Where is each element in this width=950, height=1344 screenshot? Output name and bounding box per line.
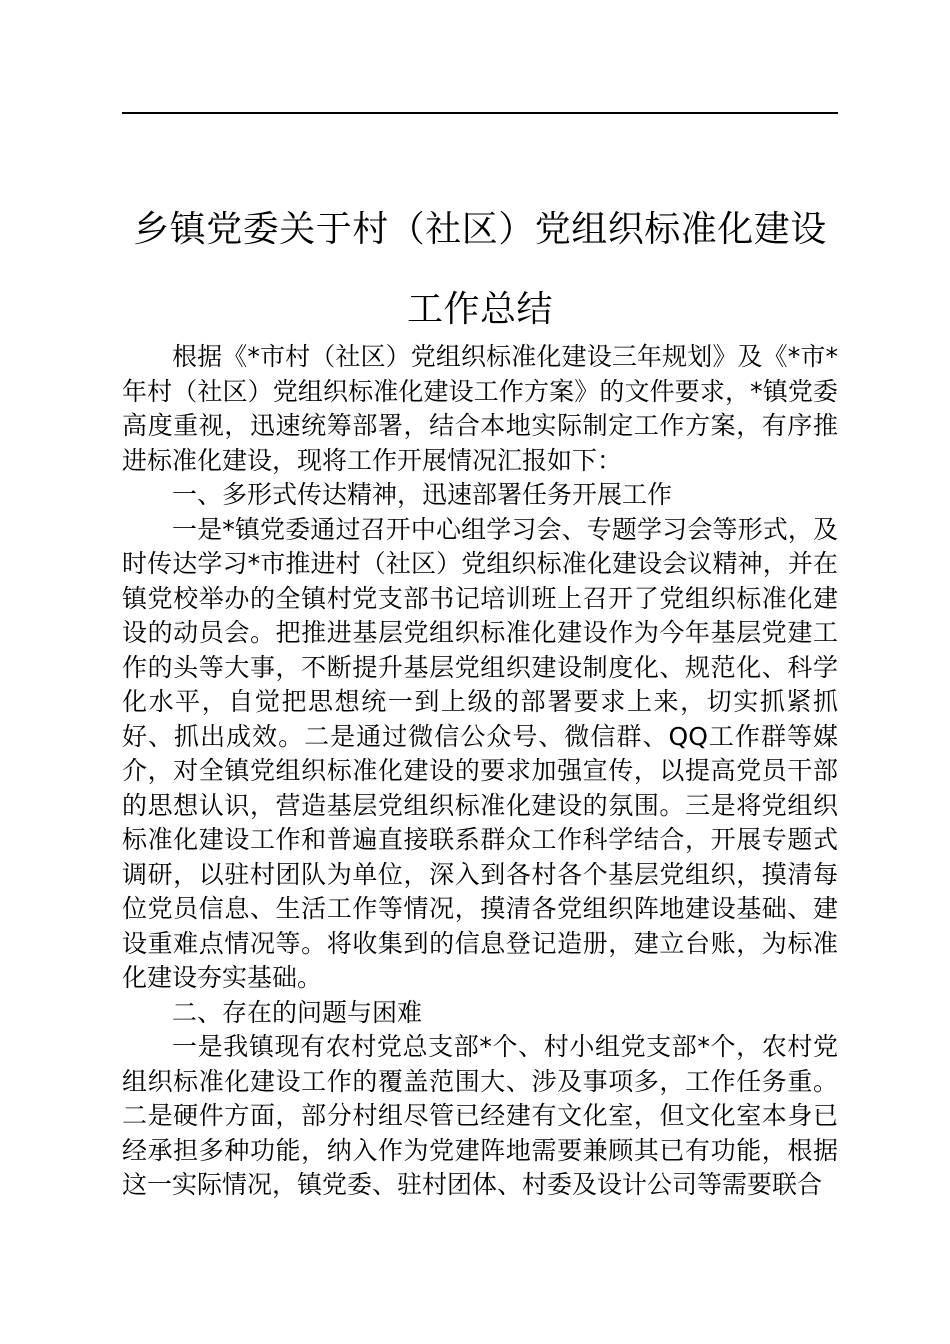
document-body: [122, 340, 838, 1203]
section-heading-2: 二、存在的问题与困难: [172, 997, 423, 1027]
section-heading-1: 一、多形式传达精神，迅速部署任务开展工作: [172, 480, 673, 509]
section-2-paragraph: 一是我镇现有农村党总支部*个、村小组党支部*个，农村党组织标准化建设工作的覆盖范围大、涉及事项多，工作任务重。二是硬件方面，部分村组尽管已经建有文化室，但文化室本身已经承担多种功能，纳入作为党建阵地需要兼顾其已有功能，根据这一实际情况，镇党委、驻村团体、村委及设计公司等需要联合: [122, 1032, 838, 1199]
document-title: 乡镇党委关于村（社区）党组织标准化建设工作总结: [133, 209, 827, 331]
intro-paragraph: 根据《*市村（社区）党组织标准化建设三年规划》及《*市*年村（社区）党组织标准化建设工作方案》的文件要求，*镇党委高度重视，迅速统筹部署，结合本地实际制定工作方案，有序推进标准化建设，现将工作开展情况汇报如下：: [122, 342, 838, 475]
section-1-paragraph: 一是*镇党委通过召开中心组学习会、专题学习会等形式，及时传达学习*市推进村（社区）党组织标准化建设会议精神，并在镇党校举办的全镇村党支部书记培训班上召开了党组织标准化建设的动员会。把推进基层党组织标准化建设作为今年基层党建工作的头等大事，不断提升基层党组织建设制度化、规范化、科学化水平，自觉把思想统一到上级的部署要求上来，切实抓紧抓好、抓出成效。二是通过微信公众号、微信群、QQ工作群等媒介，对全镇党组织标准化建设的要求加强宣传，以提高党员干部的思想认识，营造基层党组织标准化建设的氛围。三是将党组织标准化建设工作和普遍直接联系群众工作科学结合，开展专题式调研，以驻村团队为单位，深入到各村各个基层党组织，摸清每位党员信息、生活工作等情况，摸清各党组织阵地建设基础、建设重难点情况等。将收集到的信息登记造册，建立台账，为标准化建设夯实基础。: [122, 514, 838, 992]
header-rule: [122, 112, 838, 114]
